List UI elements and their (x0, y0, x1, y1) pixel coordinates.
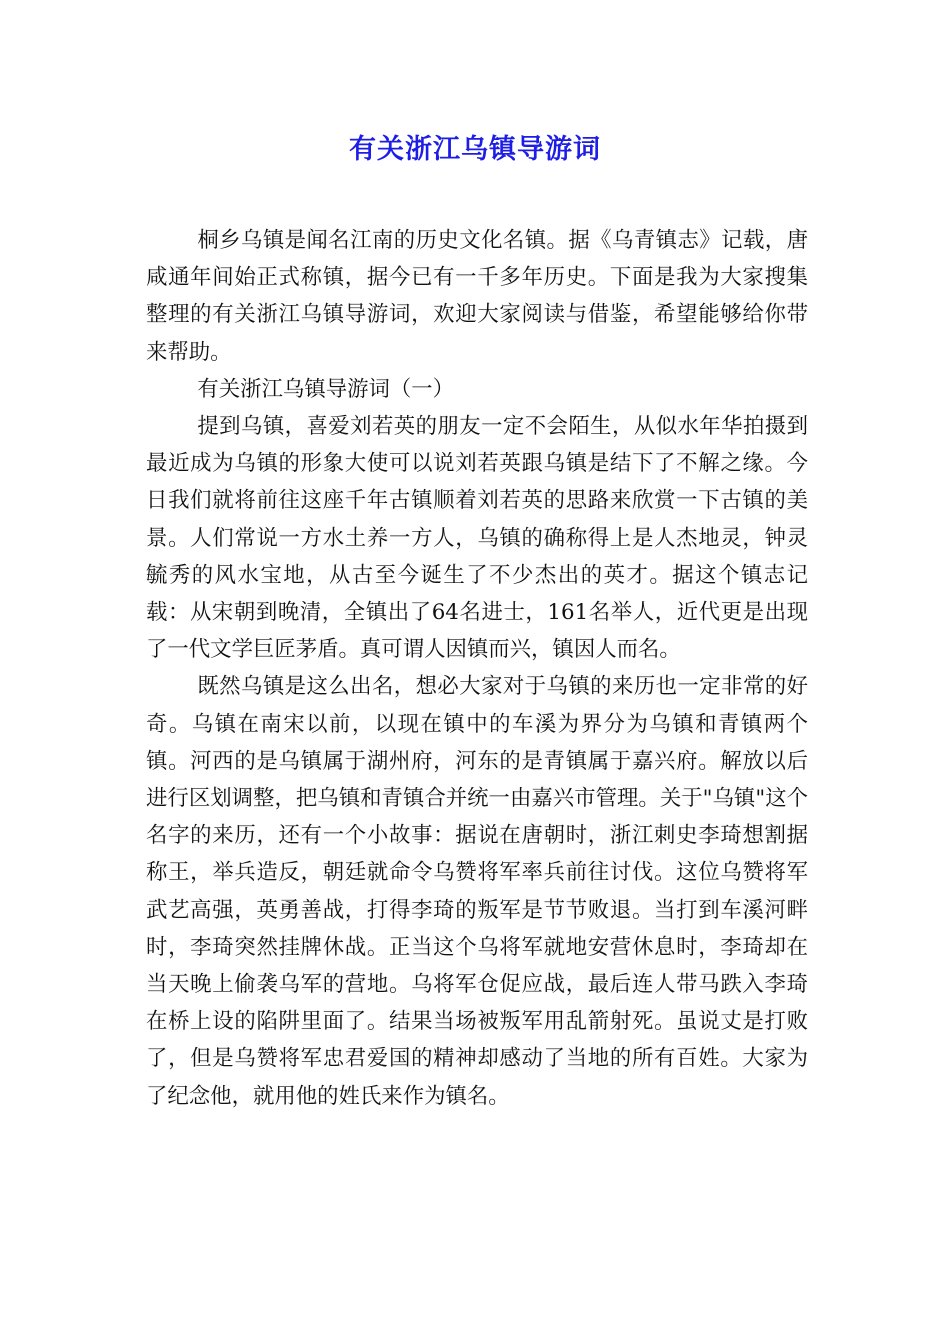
document-title: 有关浙江乌镇导游词 (349, 134, 601, 165)
body-paragraph: 提到乌镇，喜爱刘若英的朋友一定不会陌生，从似水年华拍摄到最近成为乌镇的形象大使可以说刘若英跟乌镇是结下了不解之缘。今日我们就将前往这座千年古镇顺着刘若英的思路来欣赏一下古镇的美景。人们常说一方水土养一方人，乌镇的确称得上是人杰地灵，钟灵毓秀的风水宝地，从古至今诞生了不少杰出的英才。据这个镇志记载：从宋朝到晚清，全镇出了64名进士，161名举人，近代更是出现了一代文学巨匠茅盾。真可谓人因镇而兴，镇因人而名。 (146, 414, 808, 663)
intro-paragraph: 桐乡乌镇是闻名江南的历史文化名镇。据《乌青镇志》记载，唐咸通年间始正式称镇，据今已有一千多年历史。下面是我为大家搜集整理的有关浙江乌镇导游词，欢迎大家阅读与借鉴，希望能够给你带来帮助。 (146, 228, 808, 365)
document-body (146, 222, 808, 1115)
section-heading: 有关浙江乌镇导游词（一） (197, 376, 455, 402)
body-paragraph: 既然乌镇是这么出名，想必大家对于乌镇的来历也一定非常的好奇。乌镇在南宋以前，以现在镇中的车溪为界分为乌镇和青镇两个镇。河西的是乌镇属于湖州府，河东的是青镇属于嘉兴府。解放以后进行区划调整，把乌镇和青镇合并统一由嘉兴市管理。关于"乌镇"这个名字的来历，还有一个小故事：据说在唐朝时，浙江刺史李琦想割据称王，举兵造反，朝廷就命令乌赞将军率兵前往讨伐。这位乌赞将军武艺高强，英勇善战，打得李琦的叛军是节节败退。当打到车溪河畔时，李琦突然挂牌休战。正当这个乌将军就地安营休息时，李琦却在当天晚上偷袭乌军的营地。乌将军仓促应战，最后连人带马跌入李琦在桥上设的陷阱里面了。结果当场被叛军用乱箭射死。虽说丈是打败了，但是乌赞将军忠君爱国的精神却感动了当地的所有百姓。大家为了纪念他，就用他的姓氏来作为镇名。 (146, 674, 808, 1109)
